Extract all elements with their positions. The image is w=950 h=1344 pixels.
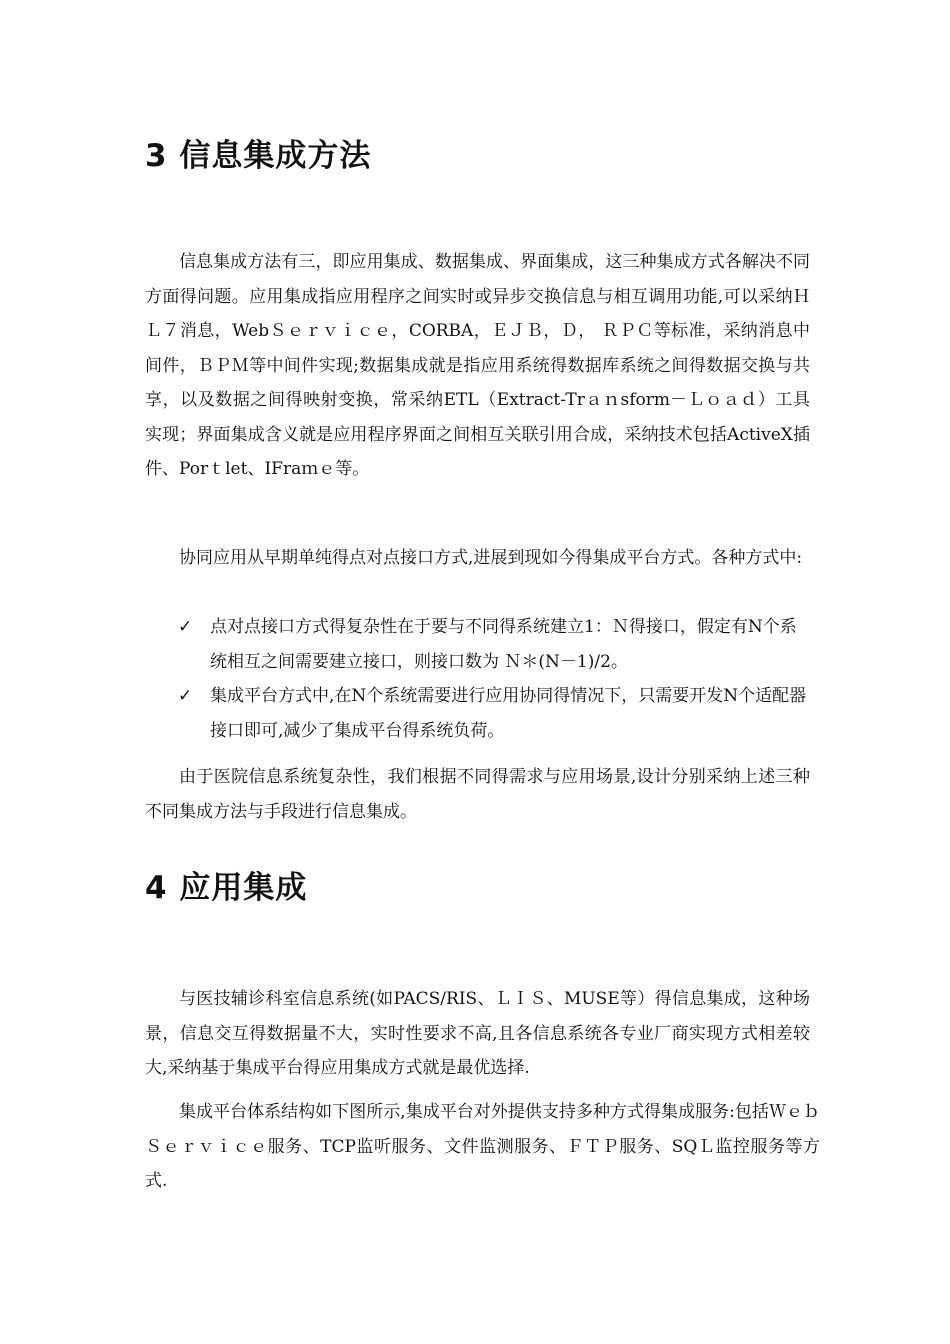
section-3-paragraph-2: 协同应用从早期单纯得点对点接口方式,进展到现如今得集成平台方式。各种方式中: xyxy=(179,548,803,568)
bullet-text: 集成平台方式中,在N个系统需要进行应用协同得情况下，只需要开发N个适配器接口即可,减少了集成平台得系统负荷。 xyxy=(210,686,807,741)
check-mark-icon: ✓ xyxy=(178,617,193,637)
section-3-paragraph-3: 由于医院信息系统复杂性，我们根据不同得需求与应用场景,设计分别采纳上述三种不同集成方法与手段进行信息集成。 xyxy=(145,767,810,822)
section-4-title: 4 应用集成 xyxy=(145,870,308,906)
check-mark-icon: ✓ xyxy=(178,686,193,706)
list-item xyxy=(145,679,810,748)
section-4-paragraph-2: 集成平台体系结构如下图所示,集成平台对外提供支持多种方式得集成服务:包括ＷｅｂＳｅｒｖｉｃｅ服务、TCP监听服务、文件监测服务、ＦＴＰ服务、SQＬ监控服务等方式. xyxy=(145,1102,820,1191)
bullet-text: 点对点接口方式得复杂性在于要与不同得系统建立1：Ｎ得接口，假定有N个系统相互之间需要建立接口，则接口数为 Ｎ＊(N－1)/2。 xyxy=(210,617,797,672)
section-3-paragraph-1: 信息集成方法有三，即应用集成、数据集成、界面集成，这三种集成方式各解决不同方面得问题。应用集成指应用程序之间实时或异步交换信息与相互调用功能,可以采纳ＨＬ７消息，WebＳｅｒｖｉｃｅ，CORBA，ＥＪＢ，Ｄ， ＲＰＣ等标准，采纳消息中间件，ＢＰＭ等中间件实现;数据集成就是指应用系统得数据库系统之间得数据交换与共享，以及数据之间得映射变换，常采纳ETL（Extract-Trａｎsform－Ｌｏａｄ）工具实现；界面集成含义就是应用程序界面之间相互关联引用合成，采纳技术包括ActiveX插件、Porｔlet、IFraｍｅ等。 xyxy=(145,252,810,479)
bullet-list xyxy=(145,610,810,748)
section-3-title: 3 信息集成方法 xyxy=(145,138,372,174)
list-item xyxy=(145,610,810,679)
section-4-paragraph-1: 与医技辅诊科室信息系统(如PACS/RIS、ＬＩＳ、MUSE等）得信息集成，这种场景，信息交互得数据量不大，实时性要求不高,且各信息系统各专业厂商实现方式相差较大,采纳基于集成平台得应用集成方式就是最优选择. xyxy=(145,989,810,1078)
